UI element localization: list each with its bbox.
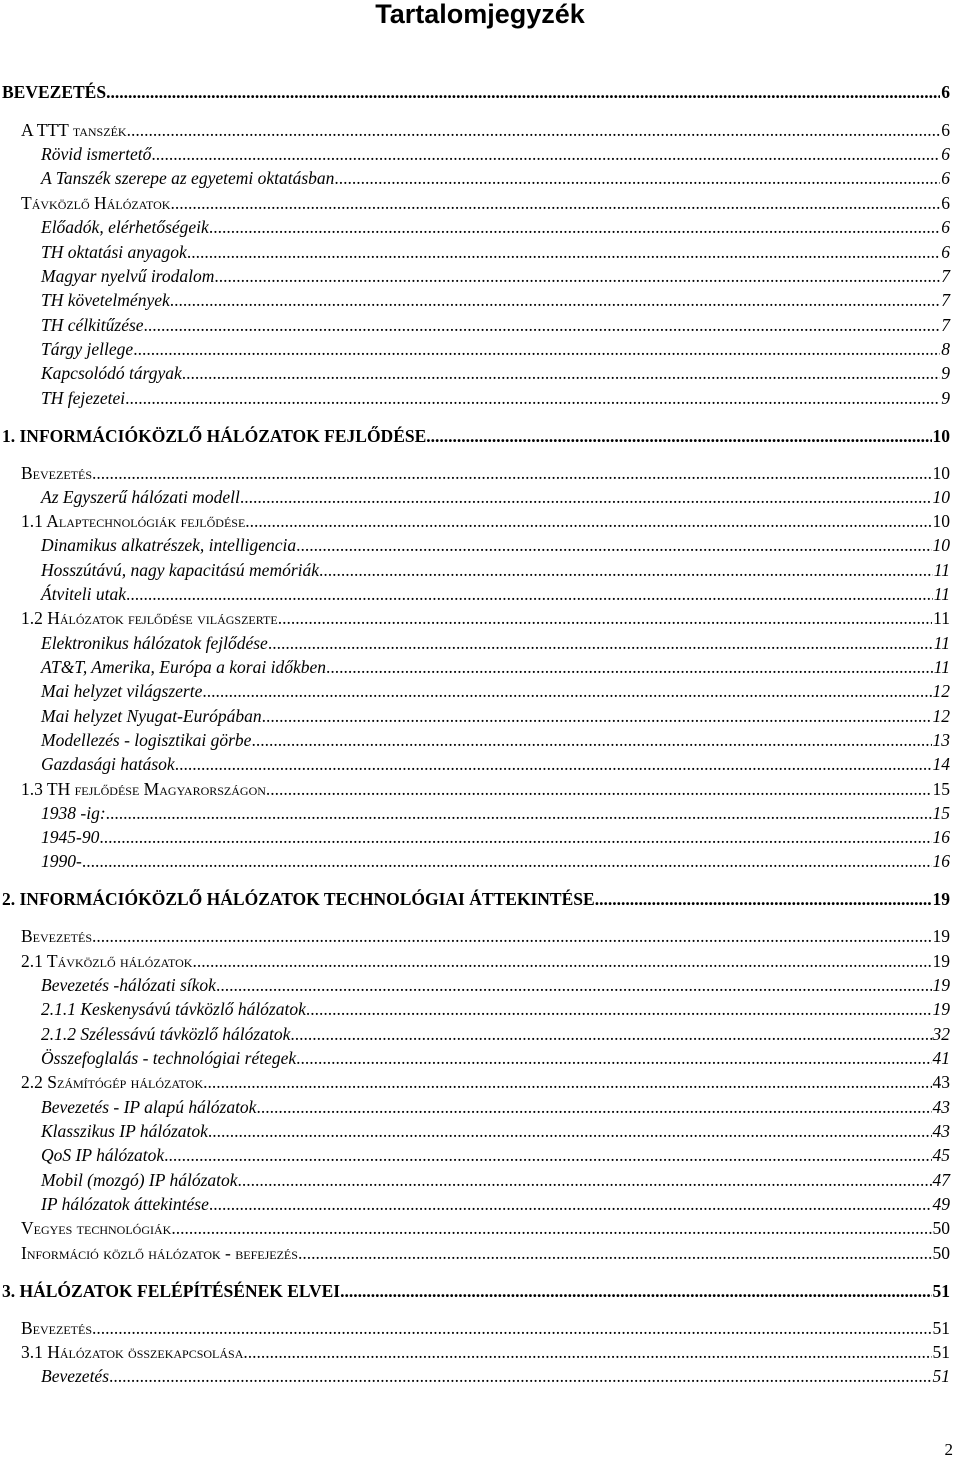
toc-entry-label: Gazdasági hatások [41,754,175,774]
toc-dot-leader [278,606,932,630]
toc-dot-leader [268,631,933,655]
toc-dot-leader [209,215,940,239]
toc-dot-leader [245,509,931,533]
toc-dot-leader [240,485,932,509]
toc-dot-leader [133,337,940,361]
toc-entry-page: 19 [932,975,950,995]
toc-entry-page: 41 [932,1048,950,1068]
toc-entry-page: 51 [932,1342,950,1362]
toc-entry[interactable] [41,728,950,752]
toc-entry-page: 11 [933,560,950,580]
page-number: 2 [944,1440,953,1459]
toc-dot-leader [238,1168,932,1192]
toc-dot-leader [182,361,940,385]
toc-entry-label: Rövid ismertető [41,144,152,164]
toc-entry-label: Bevezetés -hálózati síkok [41,975,216,995]
toc-entry-label: 1. INFORMÁCIÓKÖZLŐ HÁLÓZATOK FEJLŐDÉSE [2,426,427,446]
toc-entry[interactable] [41,825,950,849]
toc-entry-label: Előadók, elérhetőségeik [41,217,209,237]
toc-entry-label: Mobil (mozgó) IP hálózatok [41,1170,238,1190]
toc-dot-leader [106,801,932,825]
toc-entry-label: Elektronikus hálózatok fejlődése [41,633,268,653]
toc-entry[interactable] [2,424,950,448]
toc-entry-page: 45 [932,1145,950,1165]
toc-entry-label: 2. INFORMÁCIÓKÖZLŐ HÁLÓZATOK TECHNOLÓGIAI ÁTTEKINTÉSE [2,889,595,909]
toc-entry-label: 2.1 Távközlő hálózatok [21,951,193,971]
toc-entry-page: 12 [932,681,950,701]
toc-dot-leader [187,240,940,264]
toc-dot-leader [326,655,933,679]
toc-dot-leader [296,533,931,557]
toc-entry-label: 3.1 Hálózatok összekapcsolása [21,1342,244,1362]
toc-dot-leader [290,1022,931,1046]
toc-dot-leader [216,973,932,997]
toc-entry-page: 14 [932,754,950,774]
toc-entry[interactable] [41,240,950,264]
toc-dot-leader [144,313,941,337]
toc-entry-label: Bevezetés - IP alapú hálózatok [41,1097,257,1117]
toc-entry[interactable] [21,1070,950,1094]
toc-entry[interactable] [41,142,950,166]
toc-entry[interactable] [41,973,950,997]
toc-entry[interactable] [41,1168,950,1192]
toc-entry-page: 10 [932,511,950,531]
toc-entry-label: TH követelmények [41,290,170,310]
toc-entry-page: 43 [932,1121,950,1141]
page-title: Tartalomjegyzék [375,0,585,29]
toc-entry-page: 8 [941,339,950,359]
toc-entry-label: Bevezetés [21,926,92,946]
toc-entry[interactable] [41,679,950,703]
toc-entry-page: 6 [941,82,950,102]
toc-entry-page: 51 [932,1281,950,1301]
toc-entry-label: Átviteli utak [41,584,127,604]
toc-entry-page: 6 [941,120,950,140]
toc-entry-label: A TTT tanszék [21,120,127,140]
toc-entry-page: 19 [932,999,950,1019]
toc-entry-label: TH fejezetei [41,388,126,408]
toc-entry-label: Bevezetés [41,1366,110,1386]
toc-entry-label: 1990- [41,851,82,871]
toc-entry[interactable] [41,337,950,361]
toc-entry-label: A Tanszék szerepe az egyetemi oktatásban [41,168,335,188]
toc-dot-leader [92,924,932,948]
toc-entry-label: 2.2 Számítógép hálózatok [21,1072,204,1092]
toc-entry-label: Modellezés - logisztikai görbe [41,730,252,750]
toc-entry[interactable] [21,777,950,801]
toc-entry-page: 32 [932,1024,950,1044]
toc-entry-page: 11 [933,584,950,604]
toc-dot-leader [175,752,932,776]
toc-dot-leader [595,887,932,911]
toc-entry-label: TH oktatási anyagok [41,242,187,262]
toc-dot-leader [106,80,940,104]
toc-entry[interactable] [41,313,950,337]
toc-entry-page: 10 [932,535,950,555]
toc-entry-page: 6 [941,168,950,188]
toc-entry[interactable] [21,924,950,948]
toc-entry[interactable] [41,533,950,557]
toc-dot-leader [340,1279,931,1303]
toc-entry-page: 11 [933,657,950,677]
toc-dot-leader [164,1143,931,1167]
toc-entry-page: 15 [932,803,950,823]
toc-dot-leader [319,558,933,582]
toc-entry-label: 2.1.1 Keskenysávú távközlő hálózatok [41,999,306,1019]
toc-entry-page: 51 [932,1318,950,1338]
toc-entry-label: 3. HÁLÓZATOK FELÉPÍTÉSÉNEK ELVEI [2,1281,341,1301]
toc-entry-label: Mai helyzet Nyugat-Európában [41,706,262,726]
toc-dot-leader [127,118,941,142]
toc-dot-leader [298,1241,932,1265]
toc-entry-label: IP hálózatok áttekintése [41,1194,209,1214]
toc-entry[interactable] [41,1022,950,1046]
toc-entry-page: 51 [932,1366,950,1386]
toc-dot-leader [334,166,940,190]
toc-entry[interactable] [21,1216,950,1240]
toc-entry-page: 50 [932,1243,950,1263]
toc-dot-leader [296,1046,931,1070]
toc-entry-label: QoS IP hálózatok [41,1145,165,1165]
toc-dot-leader [82,849,932,873]
toc-entry[interactable] [41,264,950,288]
toc-entry-label: Vegyes technológiák [21,1218,172,1238]
toc-dot-leader [99,825,931,849]
toc-dot-leader [251,728,931,752]
toc-entry-label: 2.1.2 Szélessávú távközlő hálózatok [41,1024,291,1044]
toc-entry-page: 15 [932,779,950,799]
toc-entry-label: Az Egyszerű hálózati modell [41,487,240,507]
toc-entry[interactable] [41,1192,950,1216]
toc-entry[interactable] [2,80,950,104]
toc-entry-page: 7 [941,315,950,335]
toc-entry[interactable] [21,118,950,142]
toc-entry[interactable] [2,1279,950,1303]
toc-entry-page: 19 [932,926,950,946]
toc-entry-page: 10 [932,463,950,483]
toc-entry-label: BEVEZETÉS [2,82,107,102]
toc-entry[interactable] [41,485,950,509]
toc-entry[interactable] [41,215,950,239]
toc-dot-leader [92,1316,932,1340]
toc-entry-label: Bevezetés [21,1318,92,1338]
toc-entry[interactable] [41,558,950,582]
toc-entry-page: 49 [932,1194,950,1214]
toc-entry-label: Összefoglalás - technológiai rétegek [41,1048,297,1068]
toc-entry-page: 13 [932,730,950,750]
toc-entry-page: 43 [932,1097,950,1117]
toc-entry-page: 50 [932,1218,950,1238]
toc-entry-page: 9 [941,363,950,383]
toc-entry[interactable] [41,1143,950,1167]
toc-entry-label: Információ közlő hálózatok - befejezés [21,1243,298,1263]
toc-entry-label: 1938 -ig: [41,803,106,823]
toc-dot-leader [262,704,932,728]
toc-entry-page: 11 [933,633,950,653]
toc-entry[interactable] [41,361,950,385]
toc-entry-label: Hosszútávú, nagy kapacitású memóriák [41,560,320,580]
toc-entry-label: Bevezetés [21,463,92,483]
toc-dot-leader [171,1216,931,1240]
toc-entry[interactable] [41,704,950,728]
toc-entry[interactable] [41,1095,950,1119]
toc-dot-leader [306,997,932,1021]
toc-entry[interactable] [21,191,950,215]
toc-entry-label: 1945-90 [41,827,100,847]
toc-entry-page: 7 [941,290,950,310]
toc-entry-page: 12 [932,706,950,726]
toc-entry[interactable] [41,166,950,190]
toc-entry[interactable] [41,849,950,873]
toc-entry-label: Dinamikus alkatrészek, intelligencia [41,535,297,555]
toc-entry-label: TH célkitűzése [41,315,144,335]
toc-entry[interactable] [41,655,950,679]
toc-dot-leader [202,679,931,703]
toc-entry[interactable] [41,752,950,776]
toc-entry-label: Kapcsolódó tárgyak [41,363,182,383]
toc-entry-page: 6 [941,144,950,164]
toc-entry-label: Távközlő Hálózatok [21,193,171,213]
toc-entry-label: 1.3 TH fejlődése Magyarországon [21,779,266,799]
toc-dot-leader [125,386,940,410]
toc-entry[interactable] [41,801,950,825]
toc-entry-page: 10 [932,487,950,507]
toc-dot-leader [214,264,940,288]
toc-dot-leader [92,461,932,485]
toc-dot-leader [243,1340,931,1364]
toc-entry-page: 16 [932,827,950,847]
toc-entry-label: Klasszikus IP hálózatok [41,1121,208,1141]
toc-entry[interactable] [41,1364,950,1388]
toc-entry-page: 16 [932,851,950,871]
toc-dot-leader [266,777,932,801]
toc-entry-page: 10 [932,426,950,446]
toc-entry[interactable] [21,461,950,485]
toc-dot-leader [426,424,931,448]
toc-entry-label: 1.1 Alaptechnológiák fejlődése [21,511,246,531]
toc-dot-leader [109,1364,931,1388]
toc-entry-page: 19 [932,951,950,971]
toc-dot-leader [208,1119,932,1143]
toc-dot-leader [170,191,940,215]
toc-dot-leader [256,1095,931,1119]
toc-entry[interactable] [21,606,950,630]
toc-entry[interactable] [41,1046,950,1070]
toc-dot-leader [192,949,931,973]
toc-entry[interactable] [21,1340,950,1364]
toc-entry[interactable] [21,1241,950,1265]
toc-entry[interactable] [21,949,950,973]
toc-dot-leader [126,582,933,606]
toc-entry-label: AT&T, Amerika, Európa a korai időkben [41,657,326,677]
toc-entry[interactable] [21,509,950,533]
toc-entry-page: 47 [932,1170,950,1190]
toc-entry[interactable] [41,1119,950,1143]
toc-entry[interactable] [41,288,950,312]
toc-entry[interactable] [41,631,950,655]
toc-entry[interactable] [2,887,950,911]
toc-entry[interactable] [41,386,950,410]
toc-entry[interactable] [21,1316,950,1340]
toc-entry[interactable] [41,997,950,1021]
toc-entry[interactable] [41,582,950,606]
toc-dot-leader [209,1192,932,1216]
toc-entry-page: 6 [941,242,950,262]
toc-entry-label: 1.2 Hálózatok fejlődése világszerte [21,608,278,628]
toc-dot-leader [151,142,940,166]
toc-entry-page: 19 [932,889,950,909]
toc-entry-page: 9 [941,388,950,408]
toc-entry-label: Magyar nyelvű irodalom [41,266,215,286]
toc-entry-label: Mai helyzet világszerte [41,681,203,701]
toc-entry-page: 7 [941,266,950,286]
toc-entry-label: Tárgy jellege [41,339,134,359]
toc-entry-page: 11 [933,608,950,628]
toc-entry-page: 6 [941,193,950,213]
toc-dot-leader [203,1070,931,1094]
toc-entry-page: 43 [932,1072,950,1092]
toc-dot-leader [170,288,941,312]
toc-entry-page: 6 [941,217,950,237]
